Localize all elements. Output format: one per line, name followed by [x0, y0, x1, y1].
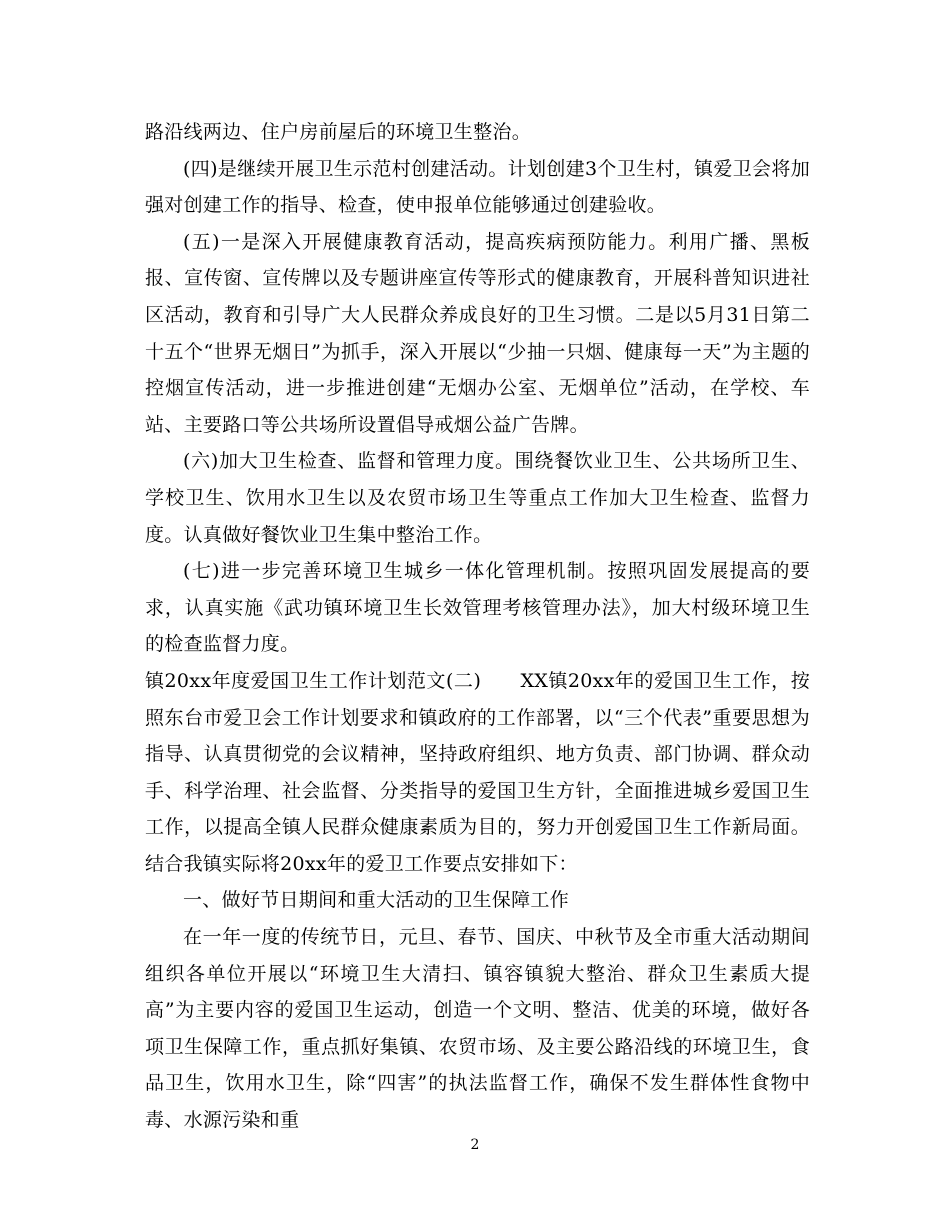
page-number: 2: [470, 1137, 480, 1153]
section-heading: 一、做好节日期间和重大活动的卫生保障工作: [183, 889, 570, 912]
paragraph-4: (六)加大卫生检查、监督和管理力度。围绕餐饮业卫生、公共场所卫生、学校卫生、饮用水卫生以及农贸市场卫生等重点工作加大卫生检查、监督力度。认真做好餐饮业卫生集中整治工作。: [145, 450, 810, 546]
paragraph-8: 在一年一度的传统节日，元旦、春节、国庆、中秋节及全市重大活动期间组织各单位开展以“环境卫生大清扫、镇容镇貌大整治、群众卫生素质大提高”为主要内容的爱国卫生运动，创造一个文明、整洁、优美的环境，做好各项卫生保障工作，重点抓好集镇、农贸市场、及主要公路沿线的环境卫生，食品卫生，饮用水卫生，除“四害”的执法监督工作，确保不发生群体性食物中毒、水源污染和重: [145, 926, 810, 1132]
paragraph-3: (五)一是深入开展健康教育活动，提高疾病预防能力。利用广播、黑板报、宣传窗、宣传牌以及专题讲座宣传等形式的健康教育，开展科普知识进社区活动，教育和引导广大人民群众养成良好的卫生习惯。二是以5月31日第二十五个“世界无烟日”为抓手，深入开展以“少抽一只烟、健康每一天”为主题的控烟宣传活动，进一步推进创建“无烟办公室、无烟单位”活动，在学校、车站、主要路口等公共场所设置倡导戒烟公益广告牌。: [145, 230, 810, 436]
paragraph-6: 镇20xx年度爱国卫生工作计划范文(二) XX镇20xx年的爱国卫生工作，按照东台市爱卫会工作计划要求和镇政府的工作部署，以“三个代表”重要思想为指导、认真贯彻党的会议精神，坚持政府组织、地方负责、部门协调、群众动手、科学治理、社会监督、分类指导的爱国卫生方针，全面推进城乡爱国卫生工作，以提高全镇人民群众健康素质为目的，努力开创爱国卫生工作新局面。结合我镇实际将20xx年的爱卫工作要点安排如下：: [145, 669, 810, 875]
document-body: [145, 114, 810, 1139]
paragraph-2: (四)是继续开展卫生示范村创建活动。计划创建3个卫生村，镇爱卫会将加强对创建工作的指导、检查，使申报单位能够通过创建验收。: [145, 157, 810, 217]
paragraph-1: 路沿线两边、住户房前屋后的环境卫生整治。: [145, 121, 532, 143]
paragraph-5: (七)进一步完善环境卫生城乡一体化管理机制。按照巩固发展提高的要求，认真实施《武功镇环境卫生长效管理考核管理办法》，加大村级环境卫生的检查监督力度。: [145, 560, 810, 656]
